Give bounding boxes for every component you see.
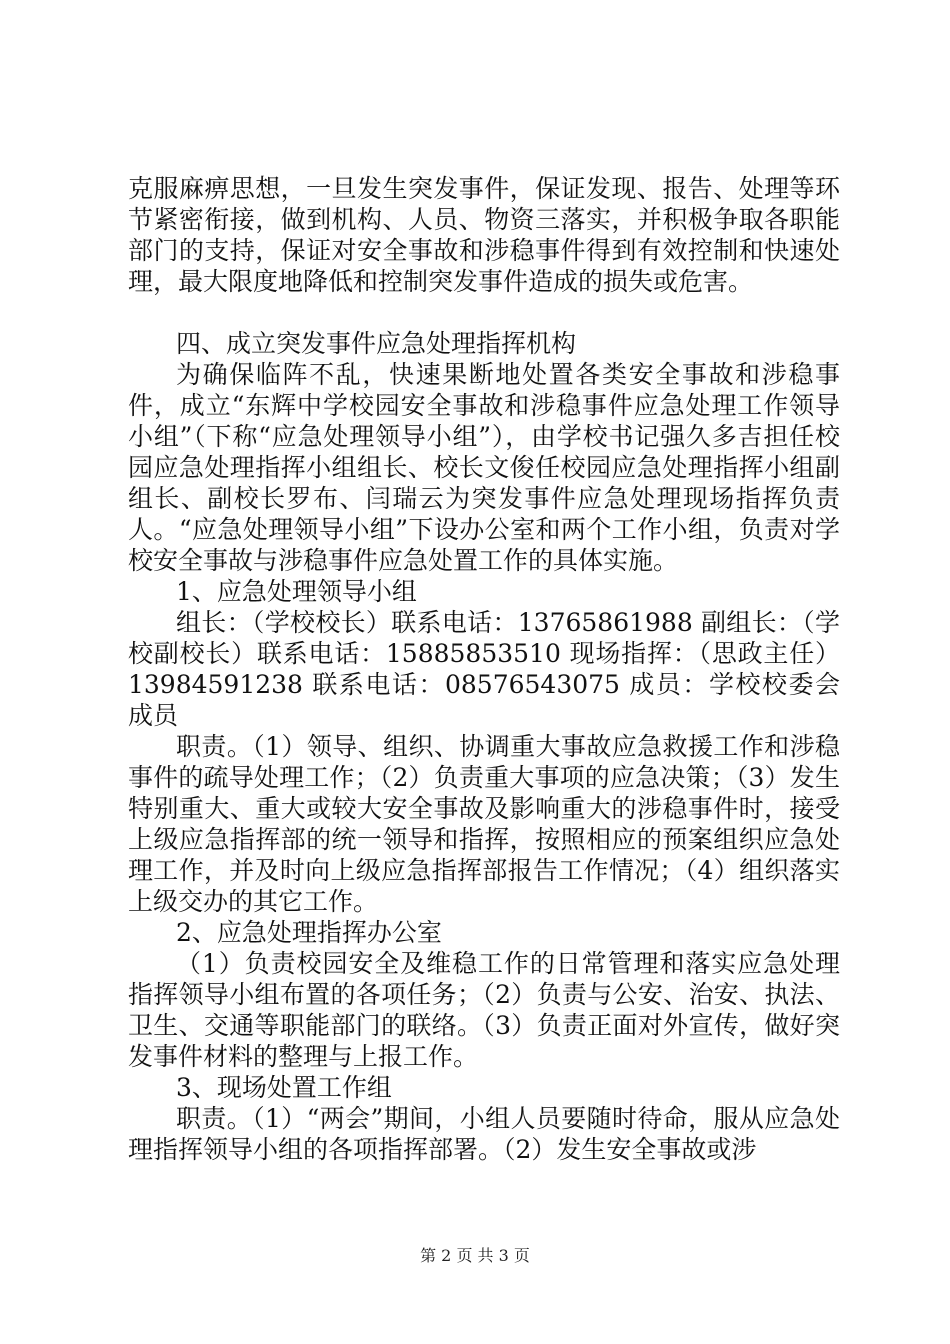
subsection-heading-3: 3、现场处置工作组 <box>176 1073 392 1102</box>
paragraph-establish-group: 为确保临阵不乱，快速果断地处置各类安全事故和涉稳事件，成立“东辉中学校园安全事故和涉稳事件应急处理工作领导小组”（下称“应急处理领导小组”），由学校书记强久多吉担任校园应急处理指挥小组组长、校长文俊任校园应急处理指挥小组副组长、副校长罗布、闫瑞云为突发事件应急处理现场指挥负责人。“应急处理领导小组”下设办公室和两个工作小组，负责对学校安全事故与涉稳事件应急处置工作的具体实施。 <box>128 360 840 575</box>
section-heading-4: 四、成立突发事件应急处理指挥机构 <box>176 329 577 358</box>
paragraph-intro-continuation: 克服麻痹思想，一旦发生突发事件，保证发现、报告、处理等环节紧密衔接，做到机构、人员、物资三落实，并积极争取各职能部门的支持，保证对安全事故和涉稳事件得到有效控制和快速处理，最大限度地降低和控制突发事件造成的损失或危害。 <box>128 174 840 296</box>
paragraph-gap <box>128 297 840 328</box>
document-body <box>128 173 840 1165</box>
paragraph-group-duties: 职责。（1）领导、组织、协调重大事故应急救援工作和涉稳事件的疏导处理工作；（2）负责重大事项的应急决策；（3）发生特别重大、重大或较大安全事故及影响重大的涉稳事件时，接受上级应急指挥部的统一领导和指挥，按照相应的预案组织应急处理工作，并及时向上级应急指挥部报告工作情况；（4）组织落实上级交办的其它工作。 <box>128 732 840 916</box>
subsection-heading-1: 1、应急处理领导小组 <box>176 577 417 606</box>
page-footer: 第 2 页 共 3 页 <box>420 1246 530 1265</box>
paragraph-group-members: 组长：（学校校长）联系电话：13765861988 副组长：（学校副校长）联系电话：15885853510 现场指挥：（思政主任）13984591238 联系电话：08576543075 成员：学校校委会成员 <box>128 608 840 730</box>
paragraph-office-duties: （1）负责校园安全及维稳工作的日常管理和落实应急处理指挥领导小组布置的各项任务；（2）负责与公安、治安、执法、卫生、交通等职能部门的联络。（3）负责正面对外宣传，做好突发事件材料的整理与上报工作。 <box>128 949 840 1071</box>
paragraph-field-team-duties: 职责。（1）“两会”期间，小组人员要随时待命，服从应急处理指挥领导小组的各项指挥部署。（2）发生安全事故或涉 <box>128 1104 840 1164</box>
subsection-heading-2: 2、应急处理指挥办公室 <box>176 918 442 947</box>
